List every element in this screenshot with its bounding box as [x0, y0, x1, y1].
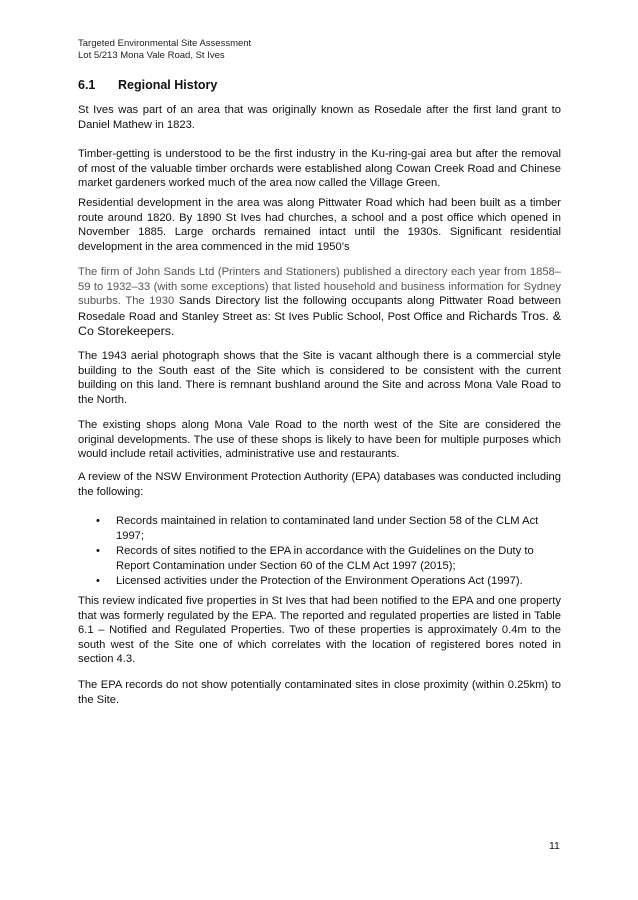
bullet-icon: • [96, 545, 100, 558]
sands-directory-storekeepers: Richards Tros. & Co Storekeepers. [78, 308, 561, 339]
list-item: • Licensed activities under the Protection of the Environment Operations Act (1997). [96, 575, 523, 588]
paragraph-review-findings: This review indicated five properties in St Ives that had been notified to the EPA and one property that was formerly regulated by the EPA. The reported and regulated properties are listed in Table 6.1 – Notified and Regulated Properties. Two of these properties is approximately 0.4m to the south west of the Site one of which correlates with the location of registered bores noted in section 4.3. [78, 595, 561, 666]
section-number: 6.1 [78, 78, 96, 92]
list-item: • Records maintained in relation to contaminated land under Section 58 of the CLM Act 1997; [96, 515, 539, 542]
section-heading [78, 78, 217, 92]
section-title: Regional History [118, 78, 218, 92]
paragraph-rosedale: St Ives was part of an area that was originally known as Rosedale after the first land grant to Daniel Mathew in 1823. [78, 104, 561, 131]
list-item: • Records of sites notified to the EPA in accordance with the Guidelines on the Duty to Report Contamination under Section 60 of the CLM Act 1997 (2015); [96, 545, 534, 572]
paragraph-epa-records: The EPA records do not show potentially contaminated sites in close proximity (within 0.25km) to the Site. [78, 679, 561, 706]
header-title: Targeted Environmental Site Assessment [78, 38, 252, 49]
paragraph-timber-getting: Timber-getting is understood to be the first industry in the Ku-ring-gai area but after the removal of most of the valuable timber orchards were established along Cowan Creek Road and Chinese market gardeners worked much of the area now called the Village Green. [78, 148, 561, 190]
paragraph-sands-directory [78, 265, 561, 340]
bullet-icon: • [96, 575, 100, 588]
sands-directory-occupants: Sands Directory list the following occupants along Pittwater Road between Rosedale Road and Stanley Street as: St Ives Public School, Post Office and [78, 295, 561, 323]
bullet-icon: • [96, 515, 100, 527]
header-site-address: Lot 5/213 Mona Vale Road, St Ives [78, 50, 225, 61]
paragraph-residential-development: Residential development in the area was along Pittwater Road which had been built as a timber route around 1820. By 1890 St Ives had churches, a school and a post office which opened in November 1885. Large orchards remained intact until the 1930s. Significant residential development in the area commenced in the mid 1950’s [78, 197, 561, 253]
document-header [78, 38, 251, 62]
sands-directory-intro: The firm of John Sands Ltd (Printers and Stationers) published a directory each year from 1858–59 to 1932–33 (with some exceptions) that listed household and business information for Sydney suburbs. The 1930 [78, 266, 561, 308]
paragraph-epa-review: A review of the NSW Environment Protection Authority (EPA) databases was conducted including the following: [78, 471, 561, 498]
paragraph-aerial-photograph: The 1943 aerial photograph shows that the Site is vacant although there is a commercial style building to the South east of the Site which is considered to be consistent with the current building on this land. There is remnant bushland around the Site and across Mona Vale Road to the North. [78, 350, 561, 406]
page-number: 11 [549, 840, 560, 852]
paragraph-existing-shops: The existing shops along Mona Vale Road to the north west of the Site are considered the original developments. The use of these shops is likely to have been for multiple purposes which would include retail activities, administrative use and restaurants. [78, 419, 561, 461]
epa-database-list [78, 514, 561, 590]
